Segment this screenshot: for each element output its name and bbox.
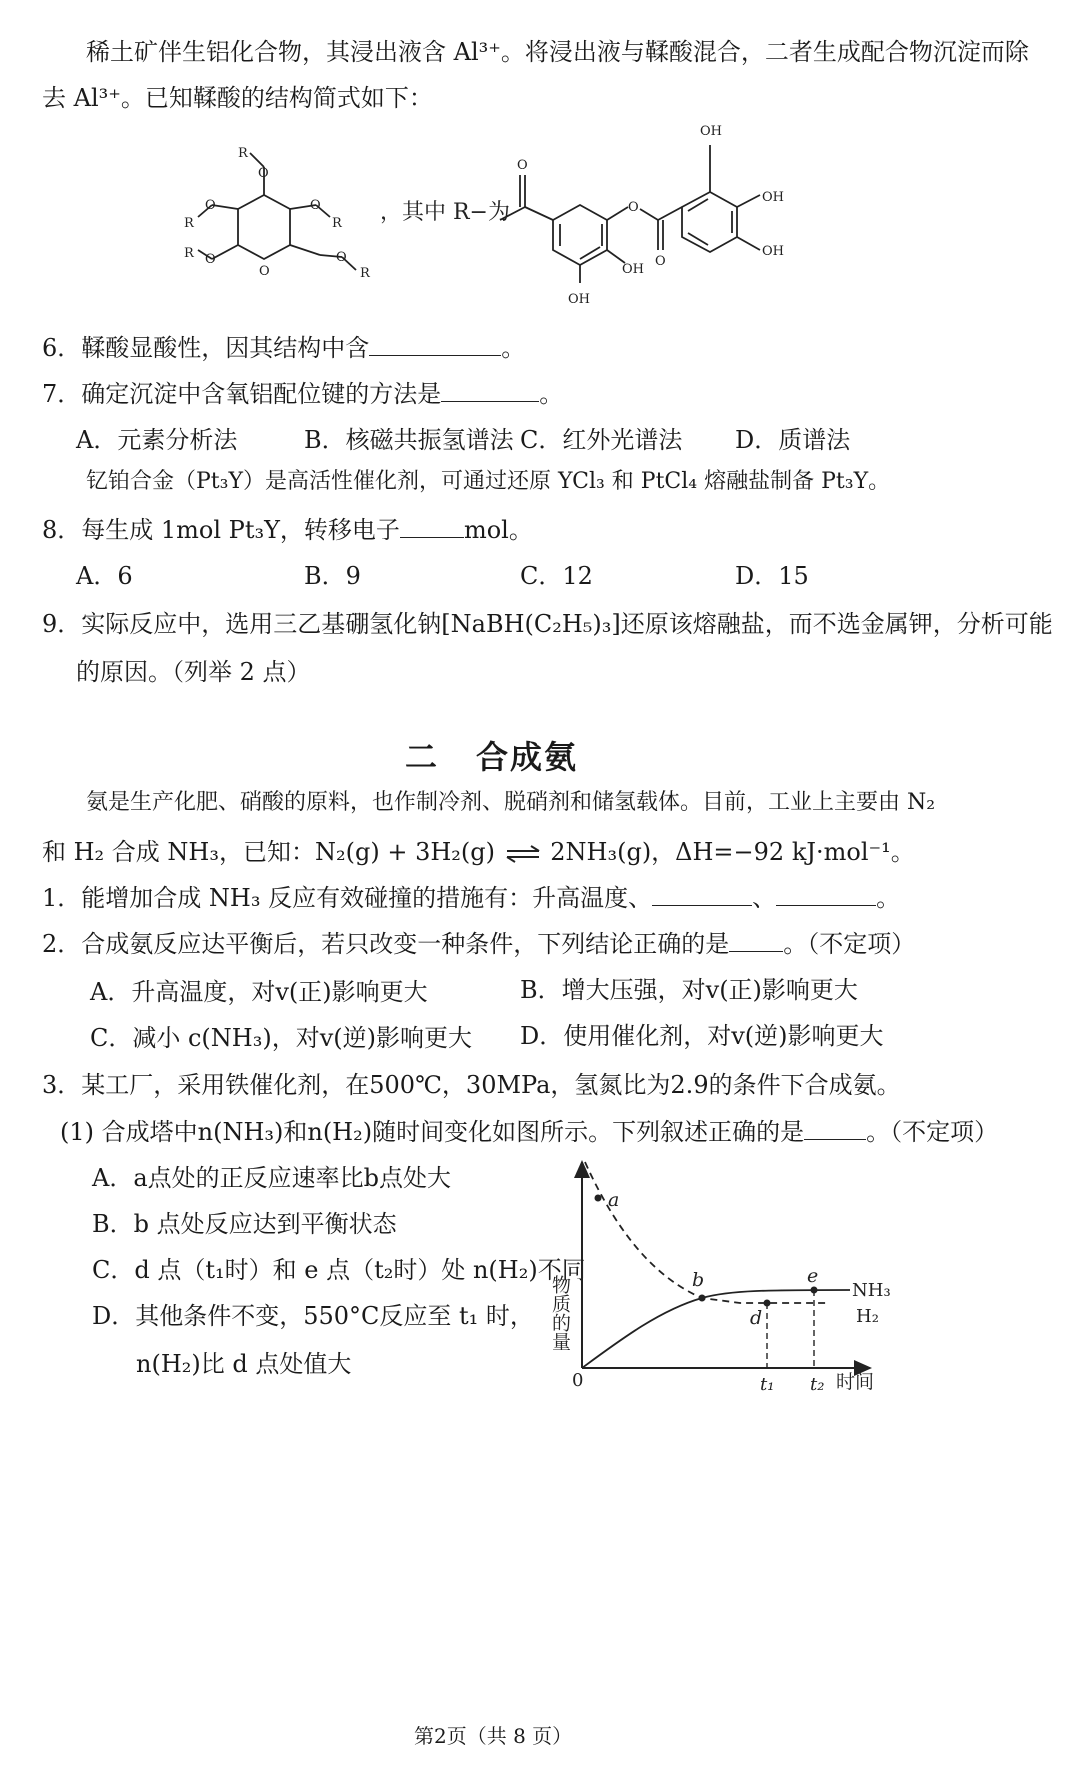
answer-blank[interactable] (729, 927, 783, 952)
page-footer: 第2页（共 8 页） (414, 1724, 573, 1748)
q3-option-d: D．其他条件不变，550°C反应至 t₁ 时， (92, 1302, 534, 1330)
q3-option-d-cont: n(H₂)比 d 点处值大 (136, 1350, 352, 1378)
s2-question-3-1: (1) 合成塔中n(NH₃)和n(H₂)随时间变化如图所示。下列叙述正确的是 。（不定项） (60, 1112, 1080, 1147)
answer-blank[interactable] (400, 513, 464, 538)
question-8: 8．每生成 1mol Pt₃Y，转移电子 mol。 (42, 510, 1080, 545)
series-line-nh3 (582, 1290, 850, 1368)
q7-option-a: A．元素分析法 (76, 426, 238, 454)
q2-option-c: C．减小 c(NH₃)，对v(逆)影响更大 (90, 1024, 472, 1052)
section-title: 合成氨 (476, 738, 579, 776)
q8-option-c: C．12 (520, 562, 593, 590)
q2-option-a: A．升高温度，对v(正)影响更大 (90, 978, 428, 1006)
question-9-line-2: 的原因。（列举 2 点） (76, 658, 311, 686)
section2-intro-line-2: 和 H₂ 合成 NH₃，已知：N₂(g) + 3H₂(g) 2NH₃(g)，ΔH=−92 kJ·mol⁻¹。 (42, 838, 915, 866)
r-label: R (238, 146, 248, 161)
o-label: O (310, 198, 321, 213)
oh-label: OH (622, 262, 644, 277)
alloy-intro: 钇铂合金（Pt₃Y）是高活性催化剂，可通过还原 YCl₃ 和 PtCl₄ 熔融盐制备 Pt₃Y。 (86, 469, 891, 494)
point-a (595, 1195, 602, 1202)
oh-label: OH (700, 124, 722, 139)
equilibrium-arrow-icon (503, 845, 543, 863)
intro-line-1: 稀土矿伴生铝化合物，其浸出液含 Al³⁺。将浸出液与鞣酸混合，二者生成配合物沉淀而除 (86, 38, 1029, 66)
r-label: R (332, 216, 342, 231)
o-label: O (205, 252, 216, 267)
o-label: O (655, 254, 666, 269)
tick-label-t2: t₂ (810, 1374, 825, 1395)
point-e (811, 1287, 818, 1294)
q7-option-c: C．红外光谱法 (520, 426, 683, 454)
answer-blank[interactable] (652, 881, 752, 906)
question-9-line-1: 9．实际反应中，选用三乙基硼氢化钠[NaBH(C₂H₅)₃]还原该熔融盐，而不选金属钾，分析可能 (42, 610, 1053, 638)
q3-option-a: A．a点处的正反应速率比b点处大 (92, 1164, 452, 1192)
o-label: O (258, 166, 269, 181)
q2-option-b: B．增大压强，对v(正)影响更大 (520, 976, 858, 1004)
oh-label: OH (762, 244, 784, 259)
answer-blank[interactable] (441, 377, 539, 402)
s2-question-3: 3．某工厂，采用铁催化剂，在500℃，30MPa，氢氮比为2.9的条件下合成氨。 (42, 1071, 901, 1099)
point-b (699, 1295, 706, 1302)
s2-question-2: 2．合成氨反应达平衡后，若只改变一种条件，下列结论正确的是 。（不定项） (42, 924, 1080, 959)
q8-option-d: D．15 (735, 562, 809, 590)
oh-label: OH (762, 190, 784, 205)
section-number: 二 (405, 738, 440, 776)
legend-nh3: NH₃ (852, 1280, 891, 1301)
q2-option-d: D．使用催化剂，对v(逆)影响更大 (520, 1022, 884, 1050)
answer-blank[interactable] (776, 881, 876, 906)
chart (540, 1140, 910, 1410)
tannic-acid-structure (170, 105, 810, 320)
series-line-h2 (585, 1162, 828, 1303)
s2-question-1: 1．能增加合成 NH₃ 反应有效碰撞的措施有：升高温度、 、 。 (42, 878, 1080, 913)
point-label-e: e (807, 1265, 819, 1287)
point-label-b: b (692, 1269, 705, 1291)
y-axis-label: 物质的量 (549, 1275, 571, 1351)
o-label: O (628, 200, 639, 215)
o-label: O (259, 264, 270, 279)
answer-blank[interactable] (369, 331, 501, 356)
q3-option-c: C．d 点（t₁时）和 e 点（t₂时）处 n(H₂)不同 (92, 1256, 586, 1284)
r-label: R (360, 266, 370, 281)
point-label-d: d (750, 1307, 763, 1329)
q8-option-a: A．6 (76, 562, 133, 590)
origin-label: 0 (572, 1370, 584, 1391)
legend-h2: H₂ (856, 1306, 879, 1327)
intro-line-2: 去 Al³⁺。已知鞣酸的结构简式如下： (42, 84, 433, 112)
point-d (764, 1300, 771, 1307)
where-r-text: ，其中 R−为 (380, 200, 510, 225)
tick-label-t1: t₁ (760, 1374, 775, 1395)
o-label: O (517, 158, 528, 173)
q3-option-b: B．b 点处反应达到平衡状态 (92, 1210, 397, 1238)
point-label-a: a (608, 1189, 620, 1211)
question-6: 6．鞣酸显酸性，因其结构中含 。 (42, 328, 1080, 363)
answer-blank[interactable] (804, 1115, 866, 1140)
r-label: R (184, 246, 194, 261)
q8-option-b: B．9 (304, 562, 361, 590)
r-label: R (184, 216, 194, 231)
q7-option-d: D．质谱法 (735, 426, 851, 454)
o-label: O (336, 250, 347, 265)
section2-intro-line-1: 氨是生产化肥、硝酸的原料，也作制冷剂、脱硝剂和储氢载体。目前，工业上主要由 N₂ (86, 790, 936, 815)
question-7: 7．确定沉淀中含氧铝配位键的方法是 。 (42, 374, 1080, 409)
o-label: O (205, 198, 216, 213)
q7-option-b: B．核磁共振氢谱法 (304, 426, 514, 454)
x-axis-label: 时间 (836, 1371, 875, 1393)
oh-label: OH (568, 292, 590, 307)
